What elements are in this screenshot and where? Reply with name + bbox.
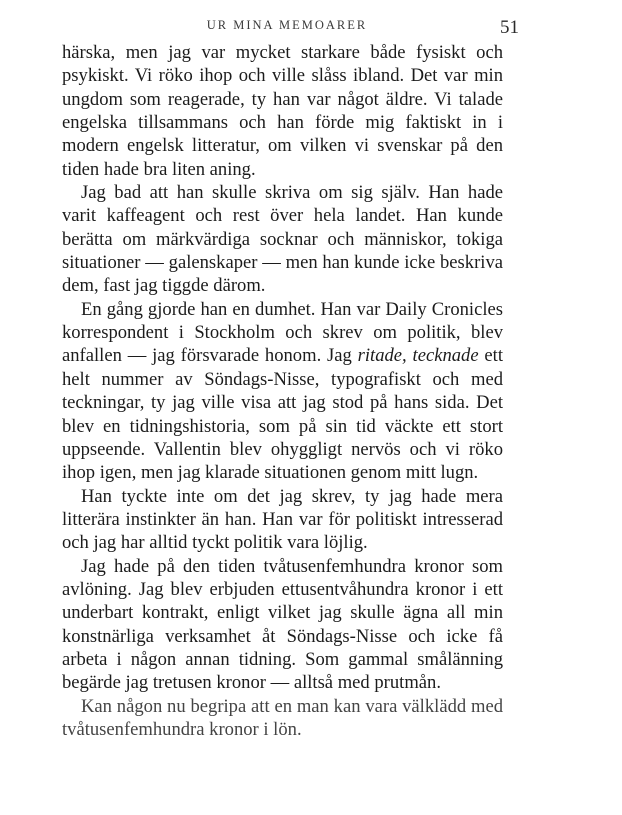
paragraph: härska, men jag var mycket starkare både fysiskt och psykiskt. Vi röko ihop och ville slåss ibland. Det var min ungdom som reagerade, ty han var något äldre. Vi talade engelska tillsammans och han förde mig faktiskt in i modern engelsk litteratur, om vilken vi svenskar på den tiden hade bra liten aning. — [62, 42, 503, 180]
italic-phrase: ritade, tecknade — [357, 345, 479, 367]
paragraph: Jag bad att han skulle skriva om sig själv. Han hade varit kaffeagent och rest över hela landet. Han kunde berätta om märkvärdiga socknar och människor, tokiga situationer — galenskaper — men han kunde icke beskriva dem, fast jag tiggde därom. — [62, 182, 503, 297]
body-text — [62, 41, 503, 741]
paragraph — [62, 298, 503, 485]
paragraph-text: ett helt nummer av Söndags-Nisse, typografiskt och med teckningar, ty jag ville visa att jag stod på hans sida. Det blev en tidningshistoria, som på sin tid väckte ett stort uppseende. Vallentin blev ohyggligt nervös och vi röko ihop igen, men jag klarade situationen genom mitt lugn. — [62, 345, 503, 484]
paragraph: Jag hade på den tiden tvåtusenfemhundra kronor som avlöning. Jag blev erbjuden ettusentvåhundra kronor i ett underbart kontrakt, enligt vilket jag skulle ägna all min konstnärliga verksamhet åt Söndags-Nisse och icke få arbeta i någon annan tidning. Som gammal smålänning begärde jag tretusen kronor — alltså med prutmån. — [62, 555, 503, 694]
paragraph: Han tyckte inte om det jag skrev, ty jag hade mera litterära instinkter än han. Han var för politiskt intresserad och jag har alltid tyckt politik vara löjlig. — [62, 485, 503, 554]
page-number: 51 — [500, 17, 519, 38]
paragraph: Kan någon nu begripa att en man kan vara välklädd med tvåtusenfemhundra kronor i lön. — [62, 695, 503, 740]
running-title: UR MINA MEMOARER — [206, 18, 368, 32]
paragraph-text: En gång gjorde han en dumhet. Han var Daily Cronicles korrespondent i Stockholm och skrev om politik, blev anfallen — jag försvarade honom. Jag — [62, 298, 503, 367]
